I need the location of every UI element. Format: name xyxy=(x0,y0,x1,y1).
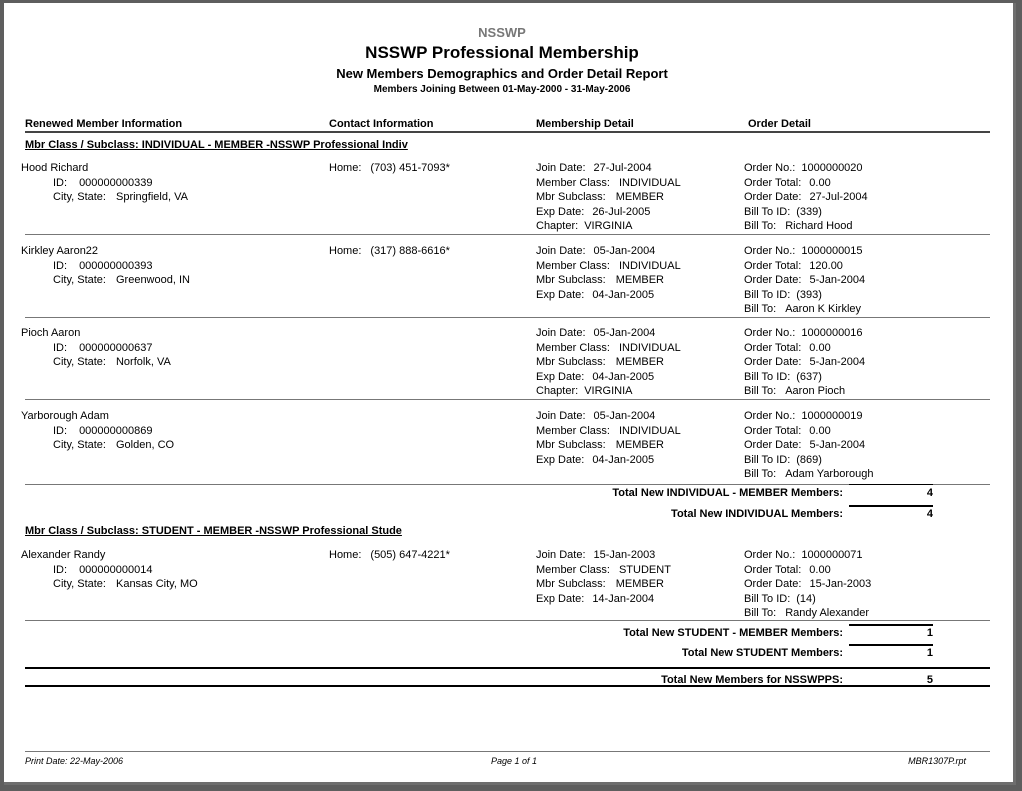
column-header-member-info: Renewed Member Information xyxy=(25,118,183,130)
member-class-value: INDIVIDUAL xyxy=(618,424,681,437)
bill-to-value: Aaron Pioch xyxy=(785,385,846,397)
order-date-value: 15-Jan-2003 xyxy=(809,578,872,590)
exp-date xyxy=(536,454,654,466)
order-date xyxy=(744,274,865,286)
exp-date-value: 04-Jan-2005 xyxy=(592,370,655,383)
member-id xyxy=(53,564,152,576)
member-class-value: STUDENT xyxy=(618,563,671,576)
member-city-state xyxy=(53,191,188,203)
bill-to-label: Bill To: xyxy=(744,220,777,232)
bill-to-value: Richard Hood xyxy=(785,220,853,232)
join-date-value: 05-Jan-2004 xyxy=(593,410,656,422)
member-class-label: Member Class: xyxy=(536,176,610,189)
chapter-label: Chapter: xyxy=(536,220,579,232)
bill-to-id-label: Bill To ID: xyxy=(744,453,791,466)
order-number-value: 1000000020 xyxy=(801,162,863,174)
column-header-order-detail: Order Detail xyxy=(748,118,811,130)
group-header: Mbr Class / Subclass: STUDENT - MEMBER -NSSWP Professional Stude xyxy=(25,525,402,537)
member-name: Kirkley Aaron22 xyxy=(21,245,99,257)
member-class xyxy=(536,564,671,576)
bill-to-id-label: Bill To ID: xyxy=(744,592,791,605)
exp-date-label: Exp Date: xyxy=(536,592,585,605)
order-number-label: Order No.: xyxy=(744,162,796,174)
join-date-value: 27-Jul-2004 xyxy=(593,162,652,174)
bill-to-id-value: (393) xyxy=(796,288,822,301)
member-home-phone xyxy=(329,162,450,174)
bill-to-id-value: (869) xyxy=(796,453,822,466)
member-class xyxy=(536,425,681,437)
member-city-state-value: Golden, CO xyxy=(115,439,175,451)
member-home-phone-value: (505) 647-4221* xyxy=(370,549,450,561)
mbr-subclass xyxy=(536,439,664,451)
mbr-subclass-label: Mbr Subclass: xyxy=(536,578,606,590)
member-class xyxy=(536,260,681,272)
member-class-label: Member Class: xyxy=(536,563,610,576)
exp-date-label: Exp Date: xyxy=(536,453,585,466)
member-city-state-label: City, State: xyxy=(53,578,106,590)
order-total-value: 0.00 xyxy=(809,341,831,354)
order-number-value: 1000000071 xyxy=(801,549,863,561)
join-date-label: Join Date: xyxy=(536,549,586,561)
bill-to-id xyxy=(744,206,822,218)
order-total xyxy=(744,342,831,354)
mbr-subclass xyxy=(536,274,664,286)
member-id xyxy=(53,260,152,272)
order-number-value: 1000000015 xyxy=(801,245,863,257)
member-city-state xyxy=(53,356,171,368)
member-city-state-value: Greenwood, IN xyxy=(115,274,190,286)
member-name: Alexander Randy xyxy=(21,549,106,561)
member-divider xyxy=(25,234,990,235)
member-class xyxy=(536,177,681,189)
bill-to xyxy=(744,220,852,232)
order-number-label: Order No.: xyxy=(744,549,796,561)
order-total-value: 0.00 xyxy=(809,176,831,189)
bill-to-value: Adam Yarborough xyxy=(785,468,874,480)
report-subtitle: New Members Demographics and Order Detail Report xyxy=(336,66,668,81)
order-number xyxy=(744,245,863,257)
mbr-subclass-label: Mbr Subclass: xyxy=(536,191,606,203)
mbr-subclass-label: Mbr Subclass: xyxy=(536,439,606,451)
order-date-value: 5-Jan-2004 xyxy=(809,356,866,368)
chapter-label: Chapter: xyxy=(536,385,579,397)
member-home-phone-label: Home: xyxy=(329,162,362,174)
bill-to-id-label: Bill To ID: xyxy=(744,288,791,301)
member-class-value: INDIVIDUAL xyxy=(618,176,681,189)
member-city-state xyxy=(53,439,174,451)
join-date xyxy=(536,245,655,257)
join-date xyxy=(536,410,655,422)
order-date-label: Order Date: xyxy=(744,274,802,286)
member-divider xyxy=(25,399,990,400)
group-divider xyxy=(25,484,990,485)
exp-date xyxy=(536,206,650,218)
order-date-value: 5-Jan-2004 xyxy=(809,439,866,451)
order-date-value: 27-Jul-2004 xyxy=(809,191,868,203)
order-date-label: Order Date: xyxy=(744,578,802,590)
chapter xyxy=(536,220,633,232)
member-city-state-value: Springfield, VA xyxy=(115,191,188,203)
order-total-label: Order Total: xyxy=(744,341,802,354)
order-number-value: 1000000016 xyxy=(801,327,863,339)
member-home-phone-value: (317) 888-6616* xyxy=(370,245,450,257)
bill-to-label: Bill To: xyxy=(744,385,777,397)
exp-date-label: Exp Date: xyxy=(536,205,585,218)
footer-page-number: Page 1 of 1 xyxy=(490,756,538,766)
member-class-label: Member Class: xyxy=(536,424,610,437)
bill-to-label: Bill To: xyxy=(744,607,777,619)
member-home-phone-value: (703) 451-7093* xyxy=(370,162,450,174)
bill-to-value: Aaron K Kirkley xyxy=(785,303,862,315)
member-id-value: 000000000637 xyxy=(79,341,153,354)
member-id xyxy=(53,425,152,437)
chapter-value: VIRGINIA xyxy=(584,220,633,232)
grand-total-bottom-rule xyxy=(25,685,990,687)
subclass-total-label: Total New INDIVIDUAL - MEMBER Members: xyxy=(612,487,843,499)
exp-date xyxy=(536,371,654,383)
group-divider xyxy=(25,620,990,621)
bill-to-id-value: (637) xyxy=(796,370,822,383)
order-number xyxy=(744,410,863,422)
member-id xyxy=(53,342,152,354)
mbr-subclass-value: MEMBER xyxy=(615,356,664,368)
join-date-label: Join Date: xyxy=(536,410,586,422)
footer-file-name: MBR1307P.rpt xyxy=(908,756,966,766)
order-total xyxy=(744,425,831,437)
report-date-range: Members Joining Between 01-May-2000 - 31-May-2006 xyxy=(373,84,631,95)
member-home-phone-label: Home: xyxy=(329,549,362,561)
join-date-value: 15-Jan-2003 xyxy=(593,549,656,561)
grand-total-value: 5 xyxy=(926,674,933,686)
subclass-total-label: Total New STUDENT - MEMBER Members: xyxy=(623,627,843,639)
exp-date-label: Exp Date: xyxy=(536,370,585,383)
class-total-label: Total New STUDENT Members: xyxy=(681,647,843,659)
exp-date-value: 26-Jul-2005 xyxy=(592,205,651,218)
mbr-subclass-value: MEMBER xyxy=(615,578,664,590)
join-date xyxy=(536,162,652,174)
order-number-value: 1000000019 xyxy=(801,410,863,422)
order-total-label: Order Total: xyxy=(744,424,802,437)
member-city-state-label: City, State: xyxy=(53,274,106,286)
member-home-phone xyxy=(329,549,450,561)
bill-to-id-label: Bill To ID: xyxy=(744,370,791,383)
bill-to-label: Bill To: xyxy=(744,468,777,480)
order-total xyxy=(744,260,843,272)
mbr-subclass-value: MEMBER xyxy=(615,439,664,451)
order-total-label: Order Total: xyxy=(744,563,802,576)
footer-rule xyxy=(25,751,990,752)
exp-date-label: Exp Date: xyxy=(536,288,585,301)
member-id-label: ID: xyxy=(53,341,68,354)
order-number-label: Order No.: xyxy=(744,245,796,257)
bill-to-id xyxy=(744,454,822,466)
member-id-label: ID: xyxy=(53,563,68,576)
bill-to xyxy=(744,607,869,619)
member-city-state-value: Norfolk, VA xyxy=(115,356,171,368)
member-class-label: Member Class: xyxy=(536,259,610,272)
order-date xyxy=(744,439,865,451)
order-total-label: Order Total: xyxy=(744,176,802,189)
member-id-value: 000000000014 xyxy=(79,563,153,576)
member-city-state-label: City, State: xyxy=(53,439,106,451)
bill-to-value: Randy Alexander xyxy=(785,607,869,619)
mbr-subclass xyxy=(536,356,664,368)
exp-date-value: 04-Jan-2005 xyxy=(592,288,655,301)
member-city-state-value: Kansas City, MO xyxy=(115,578,198,590)
order-total-label: Order Total: xyxy=(744,259,802,272)
order-date xyxy=(744,191,868,203)
column-header-membership-detail: Membership Detail xyxy=(536,118,634,130)
member-id-value: 000000000869 xyxy=(79,424,153,437)
grand-total-top-rule xyxy=(25,667,990,669)
bill-to xyxy=(744,303,861,315)
mbr-subclass-value: MEMBER xyxy=(615,191,664,203)
bill-to-id-value: (14) xyxy=(796,592,816,605)
bill-to-id xyxy=(744,593,816,605)
order-date-label: Order Date: xyxy=(744,191,802,203)
member-class xyxy=(536,342,681,354)
class-total-label: Total New INDIVIDUAL Members: xyxy=(671,508,843,520)
order-date xyxy=(744,356,865,368)
order-total-value: 0.00 xyxy=(809,424,831,437)
join-date xyxy=(536,327,655,339)
order-date-value: 5-Jan-2004 xyxy=(809,274,866,286)
member-id-value: 000000000393 xyxy=(79,259,153,272)
member-class-value: INDIVIDUAL xyxy=(618,341,681,354)
member-class-value: INDIVIDUAL xyxy=(618,259,681,272)
member-city-state xyxy=(53,274,190,286)
bill-to-id-label: Bill To ID: xyxy=(744,205,791,218)
chapter-value: VIRGINIA xyxy=(584,385,633,397)
member-name: Yarborough Adam xyxy=(21,410,109,422)
footer-print-date: Print Date: 22-May-2006 xyxy=(25,756,124,766)
exp-date xyxy=(536,289,654,301)
grand-total-label: Total New Members for NSSWPPS: xyxy=(661,674,843,686)
mbr-subclass xyxy=(536,578,664,590)
class-total-rule xyxy=(849,644,933,646)
chapter xyxy=(536,385,633,397)
join-date-label: Join Date: xyxy=(536,162,586,174)
class-total-rule xyxy=(849,505,933,507)
join-date-value: 05-Jan-2004 xyxy=(593,245,656,257)
member-divider xyxy=(25,317,990,318)
report-title: NSSWP Professional Membership xyxy=(365,43,639,62)
order-number xyxy=(744,549,863,561)
member-class-label: Member Class: xyxy=(536,341,610,354)
order-date-label: Order Date: xyxy=(744,356,802,368)
mbr-subclass-label: Mbr Subclass: xyxy=(536,274,606,286)
column-header-rule xyxy=(25,131,990,133)
bill-to xyxy=(744,468,873,480)
member-name: Pioch Aaron xyxy=(21,327,81,339)
order-number-label: Order No.: xyxy=(744,327,796,339)
member-id-label: ID: xyxy=(53,176,68,189)
order-number xyxy=(744,327,863,339)
subclass-total-rule xyxy=(849,484,933,485)
member-city-state xyxy=(53,578,198,590)
bill-to-id xyxy=(744,371,822,383)
exp-date-value: 04-Jan-2005 xyxy=(592,453,655,466)
group-header: Mbr Class / Subclass: INDIVIDUAL - MEMBER -NSSWP Professional Indiv xyxy=(25,139,408,151)
member-id-value: 000000000339 xyxy=(79,176,153,189)
order-date xyxy=(744,578,871,590)
member-id-label: ID: xyxy=(53,424,68,437)
report-org: NSSWP xyxy=(478,25,526,40)
mbr-subclass-value: MEMBER xyxy=(615,274,664,286)
subclass-total-value: 1 xyxy=(926,627,933,639)
exp-date xyxy=(536,593,654,605)
member-name: Hood Richard xyxy=(21,162,89,174)
exp-date-value: 14-Jan-2004 xyxy=(592,592,655,605)
subclass-total-rule xyxy=(849,624,933,626)
bill-to-id-value: (339) xyxy=(796,205,822,218)
join-date-label: Join Date: xyxy=(536,327,586,339)
order-total-value: 120.00 xyxy=(809,259,843,272)
join-date-label: Join Date: xyxy=(536,245,586,257)
order-number xyxy=(744,162,863,174)
join-date xyxy=(536,549,655,561)
order-number-label: Order No.: xyxy=(744,410,796,422)
order-date-label: Order Date: xyxy=(744,439,802,451)
report-page xyxy=(4,3,1016,785)
member-home-phone-label: Home: xyxy=(329,245,362,257)
join-date-value: 05-Jan-2004 xyxy=(593,327,656,339)
member-id-label: ID: xyxy=(53,259,68,272)
member-city-state-label: City, State: xyxy=(53,356,106,368)
mbr-subclass xyxy=(536,191,664,203)
class-total-value: 1 xyxy=(926,647,933,659)
member-home-phone xyxy=(329,245,450,257)
order-total xyxy=(744,564,831,576)
member-city-state-label: City, State: xyxy=(53,191,106,203)
column-header-contact-info: Contact Information xyxy=(329,118,434,130)
subclass-total-value: 4 xyxy=(926,487,933,499)
class-total-value: 4 xyxy=(926,508,933,520)
bill-to-label: Bill To: xyxy=(744,303,777,315)
order-total-value: 0.00 xyxy=(809,563,831,576)
bill-to xyxy=(744,385,845,397)
order-total xyxy=(744,177,831,189)
bill-to-id xyxy=(744,289,822,301)
member-id xyxy=(53,177,152,189)
mbr-subclass-label: Mbr Subclass: xyxy=(536,356,606,368)
